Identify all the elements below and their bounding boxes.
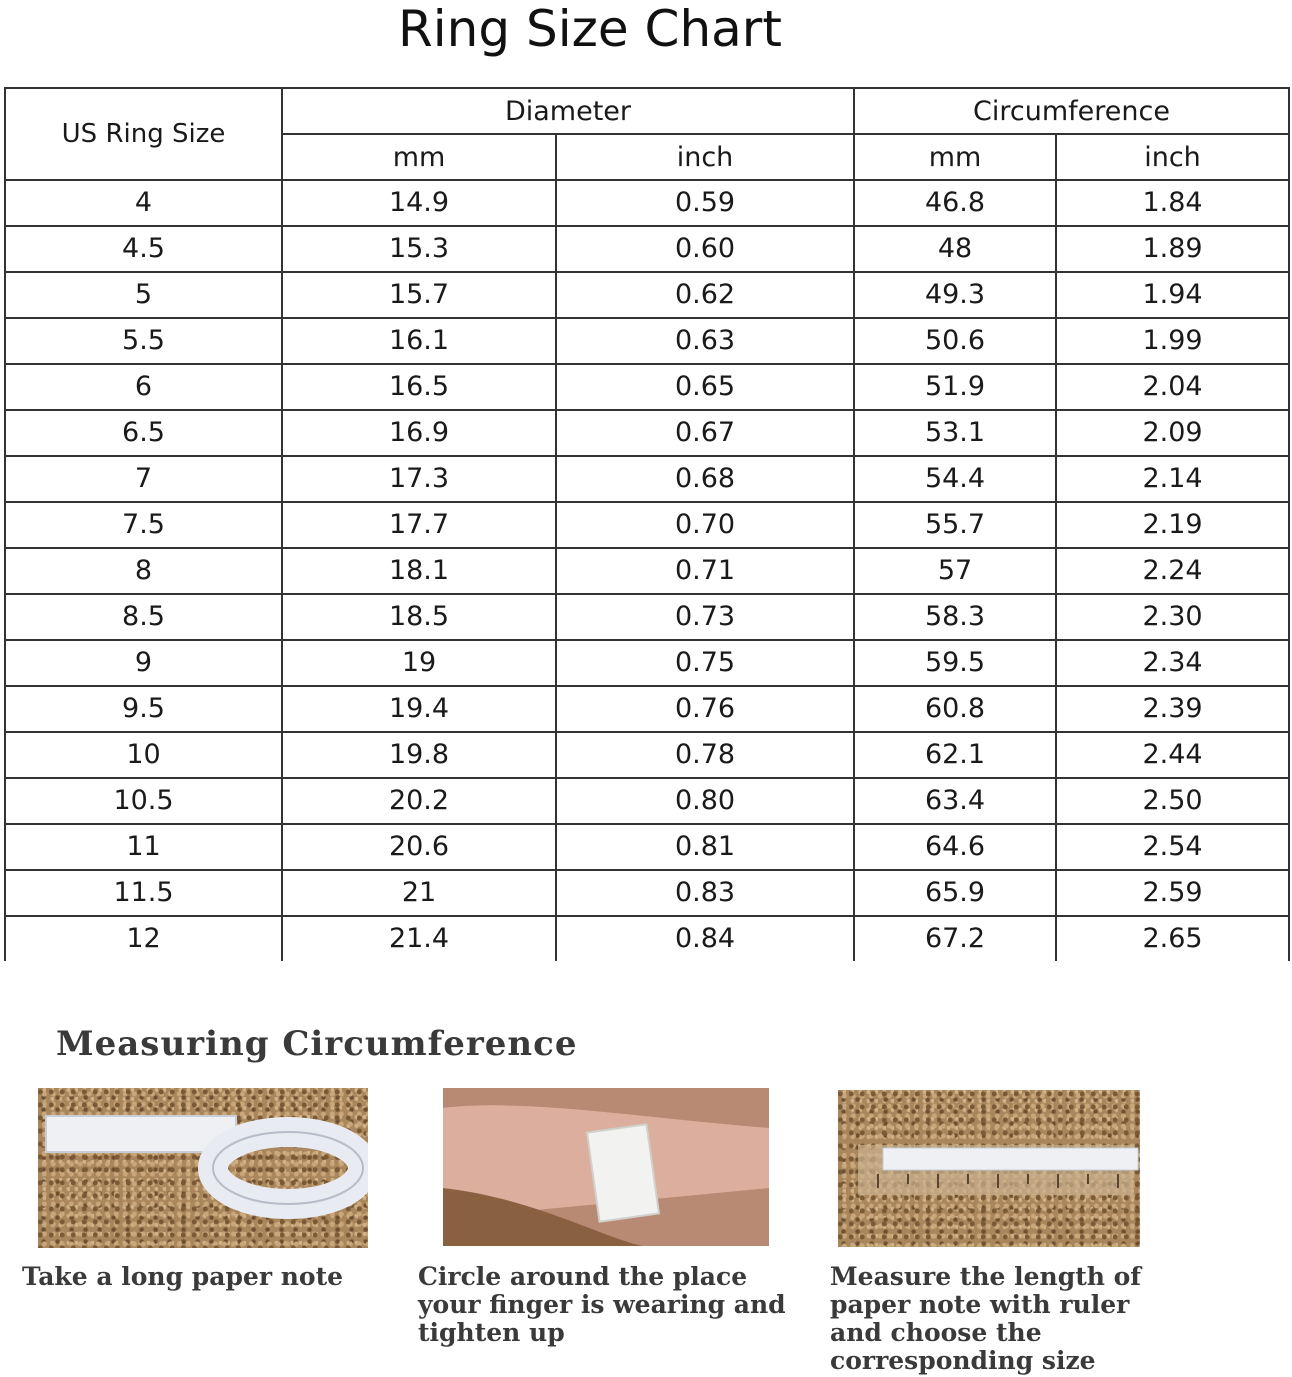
table-row [5,778,1289,824]
circumference-inch-cell: 2.59 [1056,870,1289,916]
circumference-inch-cell: 2.19 [1056,502,1289,548]
circumference-mm-cell: 58.3 [854,594,1056,640]
diameter-mm-cell: 21.4 [282,916,556,961]
paper-strip-illustration [38,1088,368,1248]
circumference-inch-cell: 2.54 [1056,824,1289,870]
diameter-inch-cell: 0.59 [556,180,854,226]
circumference-inch-cell: 2.14 [1056,456,1289,502]
size-cell: 7 [5,456,282,502]
diameter-inch-cell: 0.71 [556,548,854,594]
finger-illustration [443,1088,769,1246]
diameter-mm-cell: 17.3 [282,456,556,502]
diameter-inch-cell: 0.75 [556,640,854,686]
diameter-mm-cell: 19 [282,640,556,686]
table-row [5,732,1289,778]
diameter-inch-cell: 0.62 [556,272,854,318]
diameter-inch-cell: 0.84 [556,916,854,961]
diameter-mm-cell: 20.2 [282,778,556,824]
diameter-mm-cell: 16.5 [282,364,556,410]
circumference-inch-cell: 2.04 [1056,364,1289,410]
circumference-inch-cell: 2.44 [1056,732,1289,778]
diameter-mm-header: mm [282,134,556,180]
size-cell: 4.5 [5,226,282,272]
diameter-inch-cell: 0.76 [556,686,854,732]
circumference-inch-cell: 2.24 [1056,548,1289,594]
diameter-inch-cell: 0.67 [556,410,854,456]
diameter-mm-cell: 21 [282,870,556,916]
circumference-inch-cell: 2.30 [1056,594,1289,640]
diameter-mm-cell: 14.9 [282,180,556,226]
step-1-photo [38,1088,368,1248]
table-row [5,548,1289,594]
size-cell: 11 [5,824,282,870]
circumference-inch-header: inch [1056,134,1289,180]
circumference-inch-cell: 2.34 [1056,640,1289,686]
size-cell: 4 [5,180,282,226]
circumference-mm-cell: 53.1 [854,410,1056,456]
diameter-inch-cell: 0.60 [556,226,854,272]
diameter-inch-cell: 0.63 [556,318,854,364]
diameter-mm-cell: 15.3 [282,226,556,272]
diameter-mm-cell: 16.1 [282,318,556,364]
circumference-inch-cell: 1.89 [1056,226,1289,272]
diameter-inch-header: inch [556,134,854,180]
circumference-mm-cell: 59.5 [854,640,1056,686]
diameter-inch-cell: 0.65 [556,364,854,410]
size-cell: 5.5 [5,318,282,364]
circumference-mm-cell: 54.4 [854,456,1056,502]
diameter-mm-cell: 16.9 [282,410,556,456]
diameter-inch-cell: 0.81 [556,824,854,870]
size-cell: 10 [5,732,282,778]
diameter-mm-cell: 18.5 [282,594,556,640]
circumference-mm-cell: 49.3 [854,272,1056,318]
circumference-inch-cell: 2.39 [1056,686,1289,732]
diameter-mm-cell: 15.7 [282,272,556,318]
size-cell: 5 [5,272,282,318]
table-row [5,594,1289,640]
size-cell: 10.5 [5,778,282,824]
diameter-mm-cell: 19.4 [282,686,556,732]
measuring-title: Measuring Circumference [56,1024,578,1064]
diameter-inch-cell: 0.68 [556,456,854,502]
circumference-mm-cell: 63.4 [854,778,1056,824]
diameter-inch-cell: 0.70 [556,502,854,548]
circumference-inch-cell: 1.84 [1056,180,1289,226]
circumference-mm-cell: 60.8 [854,686,1056,732]
table-row [5,180,1289,226]
us-ring-size-header: US Ring Size [5,88,282,180]
table-row [5,870,1289,916]
circumference-mm-cell: 46.8 [854,180,1056,226]
ring-size-table [4,87,1290,961]
circumference-mm-cell: 50.6 [854,318,1056,364]
step-3-caption: Measure the length of paper note with ruler and choose the corresponding size [830,1262,1142,1375]
size-cell: 12 [5,916,282,961]
table-row [5,916,1289,961]
circumference-inch-cell: 1.94 [1056,272,1289,318]
size-cell: 9 [5,640,282,686]
size-cell: 7.5 [5,502,282,548]
diameter-inch-cell: 0.80 [556,778,854,824]
table-row [5,686,1289,732]
diameter-header: Diameter [282,88,854,134]
step-2-photo [443,1088,769,1246]
size-cell: 8 [5,548,282,594]
circumference-inch-cell: 2.09 [1056,410,1289,456]
circumference-mm-cell: 64.6 [854,824,1056,870]
circumference-mm-cell: 57 [854,548,1056,594]
circumference-inch-cell: 2.50 [1056,778,1289,824]
diameter-mm-cell: 20.6 [282,824,556,870]
size-cell: 8.5 [5,594,282,640]
circumference-mm-cell: 51.9 [854,364,1056,410]
circumference-inch-cell: 2.65 [1056,916,1289,961]
circumference-header: Circumference [854,88,1289,134]
circumference-mm-cell: 48 [854,226,1056,272]
circumference-inch-cell: 1.99 [1056,318,1289,364]
diameter-mm-cell: 18.1 [282,548,556,594]
size-cell: 6 [5,364,282,410]
table-row [5,272,1289,318]
circumference-mm-cell: 62.1 [854,732,1056,778]
step-1-caption: Take a long paper note [22,1262,344,1291]
circumference-mm-header: mm [854,134,1056,180]
step-3-photo [838,1090,1140,1247]
page-title: Ring Size Chart [398,0,782,58]
table-row [5,502,1289,548]
circumference-mm-cell: 55.7 [854,502,1056,548]
circumference-mm-cell: 65.9 [854,870,1056,916]
table-row [5,456,1289,502]
size-cell: 11.5 [5,870,282,916]
step-2-caption: Circle around the place your finger is wearing and tighten up [418,1262,786,1347]
ruler-illustration [838,1090,1140,1247]
diameter-mm-cell: 19.8 [282,732,556,778]
diameter-inch-cell: 0.78 [556,732,854,778]
table-row [5,364,1289,410]
size-cell: 9.5 [5,686,282,732]
table-row [5,410,1289,456]
table-row [5,226,1289,272]
table-row [5,318,1289,364]
circumference-mm-cell: 67.2 [854,916,1056,961]
table-row [5,640,1289,686]
table-row [5,824,1289,870]
size-cell: 6.5 [5,410,282,456]
diameter-inch-cell: 0.73 [556,594,854,640]
diameter-mm-cell: 17.7 [282,502,556,548]
diameter-inch-cell: 0.83 [556,870,854,916]
